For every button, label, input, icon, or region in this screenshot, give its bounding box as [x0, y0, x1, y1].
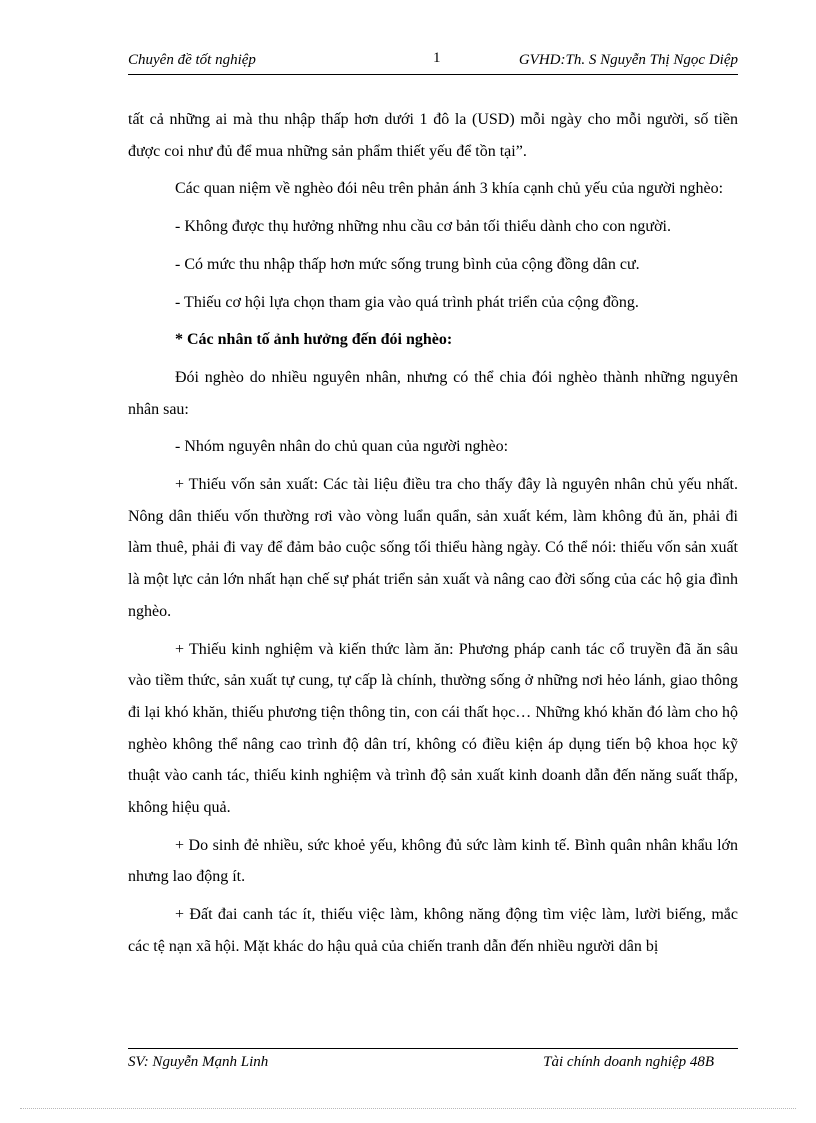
- section-heading: * Các nhân tố ảnh hưởng đến đói nghèo:: [175, 331, 453, 349]
- paragraph-causes-intro: Đói nghèo do nhiều nguyên nhân, nhưng có thể chia đói nghèo thành những nguyên nhân sau:: [128, 368, 738, 418]
- footer-student-name: SV: Nguyễn Mạnh Linh: [128, 1054, 269, 1070]
- paragraph-lack-experience: + Thiếu kinh nghiệm và kiến thức làm ăn: Phương pháp canh tác cổ truyền đã ăn sâu vào tiềm thức, sản xuất tự cung, tự cấp là chính, thường sống ở những nơi hẻo lánh, giao thông đi lại khó khăn, thiếu phương tiện thông tin, con cái thất học… Những khó khăn đó làm cho hộ nghèo không thể nâng cao trình độ dân trí, không có điều kiện áp dụng tiến bộ khoa học kỹ thuật vào canh tác, thiếu kinh nghiệm và trình độ sản xuất kinh doanh dẫn đến năng suất thấp, không hiệu quả.: [128, 640, 738, 817]
- paragraph-little-land: + Đất đai canh tác ít, thiếu việc làm, không năng động tìm việc làm, lười biếng, mắc các tệ nạn xã hội. Mặt khác do hậu quả của chiến tranh dẫn đến nhiều người dân bị: [128, 906, 738, 955]
- paragraph-continuation: tất cả những ai mà thu nhập thấp hơn dưới 1 đô la (USD) mỗi ngày cho mỗi người, số tiền được coi như đủ để mua những sản phẩm thiết yếu để tồn tại”.: [128, 111, 738, 160]
- list-item-basic-needs: - Không được thụ hưởng những nhu cầu cơ bản tối thiểu dành cho con người.: [175, 218, 671, 236]
- header-supervisor: GVHD:Th. S Nguyễn Thị Ngọc Diệp: [518, 52, 738, 68]
- page-header: [128, 52, 738, 75]
- list-item-lack-opportunity: - Thiếu cơ hội lựa chọn tham gia vào quá trình phát triển của cộng đồng.: [175, 293, 639, 311]
- list-item-low-income: - Có mức thu nhập thấp hơn mức sống trung bình của cộng đồng dân cư.: [175, 255, 640, 273]
- footer-class: Tài chính doanh nghiệp 48B: [543, 1054, 714, 1070]
- list-item-subjective-causes: - Nhóm nguyên nhân do chủ quan của người nghèo:: [175, 438, 509, 456]
- header-document-title: Chuyên đề tốt nghiệp: [128, 52, 256, 68]
- page-footer: [128, 1048, 738, 1073]
- page-body: [128, 104, 738, 969]
- paragraph-poverty-concepts: Các quan niệm về nghèo đói nêu trên phản ánh 3 khía cạnh chủ yếu của người nghèo:: [175, 180, 724, 198]
- page-number: 1: [433, 50, 441, 66]
- paragraph-lack-capital: + Thiếu vốn sản xuất: Các tài liệu điều tra cho thấy đây là nguyên nhân chủ yếu nhất. Nông dân thiếu vốn thường rơi vào vòng luẩn quẩn, sản xuất kém, làm không đủ ăn, phải đi làm thuê, phải đi vay để đảm bảo cuộc sống tối thiểu hàng ngày. Có thể nói: thiếu vốn sản xuất là một lực cản lớn nhất hạn chế sự phát triển sản xuất và nâng cao đời sống của các hộ gia đình nghèo.: [128, 476, 738, 620]
- paragraph-many-children: + Do sinh đẻ nhiều, sức khoẻ yếu, không đủ sức làm kinh tế. Bình quân nhân khẩu lớn nhưng lao động ít.: [128, 836, 738, 886]
- page-bottom-divider: [20, 1108, 796, 1109]
